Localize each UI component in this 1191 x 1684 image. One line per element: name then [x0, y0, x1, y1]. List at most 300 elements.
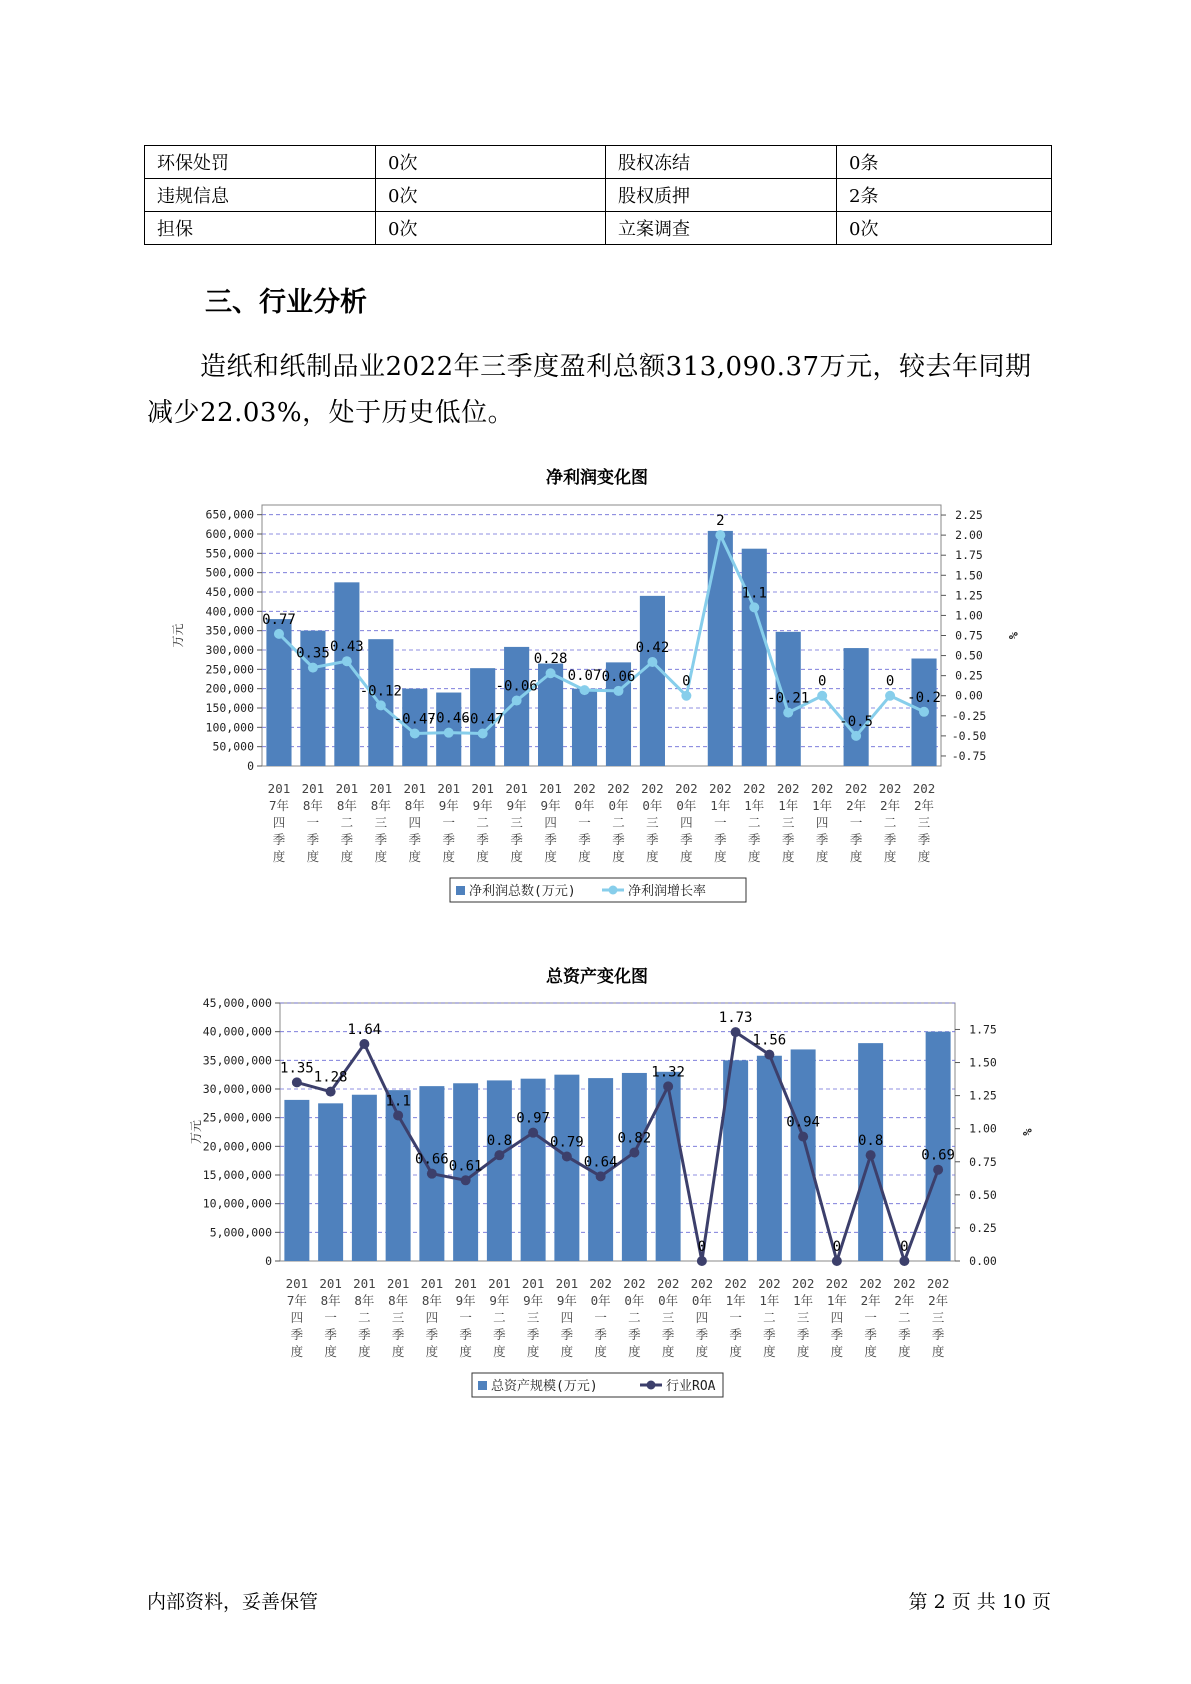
x-tick-label: 度	[594, 1344, 607, 1359]
x-tick-label: 度	[695, 1344, 709, 1359]
x-tick-label: 202	[675, 781, 698, 796]
x-tick-label: 四	[272, 815, 286, 830]
y2-tick-label: 0.75	[969, 1154, 997, 1169]
x-tick-label: 201	[454, 1276, 477, 1291]
line-point	[342, 656, 352, 666]
x-tick-label: 季	[340, 832, 354, 847]
bar	[554, 1075, 579, 1261]
data-label: 0.35	[296, 645, 330, 662]
x-tick-label: 202	[758, 1276, 781, 1291]
x-tick-label: 四	[680, 815, 693, 830]
legend	[450, 878, 746, 902]
x-tick-label: 度	[374, 849, 388, 864]
line-point	[731, 1027, 741, 1037]
x-tick-label: 一	[578, 815, 591, 830]
y-tick-label: 200,000	[205, 681, 254, 696]
table-cell-value: 0条	[837, 146, 1052, 179]
x-tick-label: 季	[374, 832, 388, 847]
x-tick-label: 度	[796, 1344, 810, 1359]
bar	[521, 1079, 546, 1261]
x-tick-label: 202	[724, 1276, 747, 1291]
y-axis-title: 万元	[171, 623, 185, 648]
x-tick-label: 度	[408, 849, 422, 864]
data-label: 0.94	[786, 1114, 820, 1131]
y-tick-label: 50,000	[212, 739, 254, 754]
data-label: 0.97	[516, 1110, 550, 1127]
x-tick-label: 2年	[846, 798, 867, 813]
line-point	[764, 1050, 774, 1060]
chart-title-net-profit: 净利润变化图	[546, 468, 648, 488]
legend-label: 净利润增长率	[628, 884, 707, 899]
x-tick-label: 季	[425, 1327, 439, 1342]
data-label: -0.47	[393, 711, 436, 728]
y2-tick-label: 1.75	[969, 1022, 997, 1037]
data-label: 0.8	[857, 1133, 884, 1150]
x-tick-label: 0年	[676, 798, 697, 813]
x-tick-label: 季	[781, 832, 795, 847]
line-point	[444, 728, 454, 738]
x-tick-label: 三	[661, 1310, 675, 1325]
line-point	[866, 1150, 876, 1160]
bar	[656, 1072, 681, 1261]
x-tick-label: 8年	[336, 798, 357, 813]
x-tick-label: 度	[560, 1344, 574, 1359]
x-tick-label: 度	[391, 1344, 405, 1359]
x-tick-label: 1年	[744, 798, 765, 813]
x-tick-label: 季	[714, 832, 727, 847]
line-point	[798, 1132, 808, 1142]
line-point	[899, 1256, 909, 1266]
x-tick-label: 一	[714, 815, 727, 830]
table-row	[145, 179, 1052, 212]
bar	[622, 1073, 647, 1261]
table-cell-label: 违规信息	[145, 179, 376, 212]
x-tick-label: 1年	[826, 1293, 847, 1308]
x-tick-label: 度	[578, 849, 591, 864]
bar	[504, 647, 529, 766]
bar	[926, 1032, 951, 1261]
y-tick-label: 300,000	[205, 643, 254, 657]
data-label: 1.64	[347, 1022, 382, 1039]
y2-tick-label: 1.00	[955, 608, 983, 623]
y2-tick-label: 0.75	[955, 628, 983, 643]
y-tick-label: 10,000,000	[202, 1196, 272, 1211]
x-tick-label: 季	[931, 1327, 945, 1342]
bar	[708, 531, 733, 766]
y2-tick-label: 1.75	[955, 548, 983, 563]
y2-tick-label: 0.25	[969, 1220, 997, 1235]
line-point	[308, 663, 318, 673]
y-tick-label: 30,000,000	[202, 1082, 272, 1096]
x-tick-label: 202	[791, 1276, 815, 1291]
x-tick-label: 度	[306, 849, 320, 864]
legend-label: 净利润总数(万元)	[469, 884, 576, 899]
data-label: 0.77	[262, 611, 296, 628]
table-cell-value: 0次	[376, 179, 606, 212]
x-tick-label: 季	[680, 832, 693, 847]
x-tick-label: 202	[607, 781, 630, 796]
table-row	[145, 146, 1052, 179]
data-label: 0.66	[415, 1151, 449, 1168]
data-label: 0.06	[601, 668, 636, 685]
line-point	[376, 700, 386, 710]
x-tick-label: 季	[729, 1327, 742, 1342]
x-tick-label: 季	[628, 1327, 641, 1342]
x-tick-label: 9年	[438, 798, 459, 813]
x-tick-label: 201	[420, 1276, 444, 1291]
x-tick-label: 季	[408, 832, 422, 847]
x-tick-label: 季	[695, 1327, 709, 1342]
line-point	[647, 657, 657, 667]
x-tick-label: 度	[340, 849, 354, 864]
y-tick-label: 400,000	[205, 604, 254, 619]
x-tick-label: 二	[493, 1310, 506, 1325]
x-tick-label: 季	[917, 832, 931, 847]
table-cell-value: 2条	[837, 179, 1052, 212]
x-tick-label: 三	[796, 1310, 810, 1325]
table-cell-label: 股权质押	[606, 179, 837, 212]
x-tick-label: 度	[493, 1344, 506, 1359]
y-tick-label: 650,000	[205, 507, 254, 522]
x-tick-label: 201	[505, 781, 528, 796]
x-tick-label: 201	[267, 781, 291, 796]
x-tick-label: 度	[272, 849, 286, 864]
y2-tick-label: 1.25	[955, 588, 983, 603]
data-label: 1.35	[280, 1060, 314, 1077]
x-tick-label: 季	[796, 1327, 810, 1342]
table-cell-label: 股权冻结	[606, 146, 837, 179]
x-tick-label: 1年	[793, 1293, 814, 1308]
line-point	[933, 1165, 943, 1175]
data-label: 0	[885, 673, 895, 690]
x-tick-label: 二	[763, 1310, 776, 1325]
y-tick-label: 100,000	[205, 720, 254, 735]
line-point	[629, 1148, 639, 1158]
x-tick-label: 季	[612, 832, 625, 847]
x-tick-label: 度	[917, 849, 931, 864]
x-tick-label: 7年	[268, 798, 289, 813]
y-tick-label: 500,000	[205, 565, 254, 580]
y2-tick-label: 0.50	[955, 648, 983, 663]
x-tick-label: 季	[290, 1327, 304, 1342]
y2-axis-title: %	[1006, 631, 1020, 640]
x-tick-label: 二	[883, 815, 897, 830]
legend-swatch-point	[609, 886, 618, 895]
x-tick-label: 度	[612, 849, 625, 864]
x-tick-label: 四	[560, 1310, 574, 1325]
x-tick-label: 季	[272, 832, 286, 847]
data-label: 0.64	[583, 1154, 618, 1171]
line-point	[393, 1110, 403, 1120]
x-tick-label: 9年	[455, 1293, 476, 1308]
x-tick-label: 201	[353, 1276, 376, 1291]
line-point	[715, 530, 725, 540]
x-tick-label: 季	[763, 1327, 776, 1342]
x-tick-label: 度	[748, 849, 761, 864]
x-tick-label: 度	[459, 1344, 472, 1359]
line-point	[359, 1039, 369, 1049]
x-tick-label: 季	[459, 1327, 472, 1342]
line-point	[832, 1256, 842, 1266]
x-tick-label: 季	[510, 832, 523, 847]
x-tick-label: 202	[926, 1276, 950, 1291]
bar	[791, 1049, 816, 1261]
y-tick-label: 15,000,000	[202, 1168, 272, 1182]
x-tick-label: 度	[763, 1344, 776, 1359]
x-tick-label: 度	[442, 849, 455, 864]
x-tick-label: 202	[589, 1276, 612, 1291]
line-point	[494, 1150, 504, 1160]
y2-tick-label: 1.50	[955, 568, 983, 583]
data-label: 0	[697, 1239, 707, 1255]
x-tick-label: 季	[578, 832, 591, 847]
x-tick-label: 度	[510, 849, 523, 864]
line-point	[461, 1175, 471, 1185]
x-tick-label: 0年	[624, 1293, 645, 1308]
line-point	[681, 691, 691, 701]
x-tick-label: 7年	[286, 1293, 307, 1308]
x-tick-label: 二	[628, 1310, 641, 1325]
x-tick-label: 202	[656, 1276, 680, 1291]
x-tick-label: 三	[391, 1310, 405, 1325]
y-axis-title: 万元	[189, 1119, 203, 1145]
line-point	[851, 731, 861, 741]
bar	[640, 596, 665, 766]
x-tick-label: 201	[555, 1276, 579, 1291]
data-label: 0	[682, 673, 691, 690]
total-assets-chart	[0, 995, 1191, 1410]
x-tick-label: 度	[883, 849, 897, 864]
risk-info-table	[144, 145, 1052, 245]
data-label: -0.21	[767, 690, 810, 707]
x-tick-label: 1年	[725, 1293, 746, 1308]
line-point	[919, 707, 929, 717]
legend-swatch-bar	[478, 1381, 487, 1390]
x-tick-label: 2年	[894, 1293, 915, 1308]
y2-tick-label: 0.00	[969, 1254, 997, 1268]
x-tick-label: 季	[544, 832, 557, 847]
x-tick-label: 度	[815, 849, 829, 864]
x-tick-label: 三	[510, 815, 523, 830]
x-tick-label: 度	[358, 1344, 371, 1359]
x-tick-label: 0年	[691, 1293, 712, 1308]
x-tick-label: 201	[437, 781, 461, 796]
x-tick-label: 0年	[658, 1293, 679, 1308]
x-tick-label: 202	[825, 1276, 849, 1291]
x-tick-label: 四	[425, 1310, 439, 1325]
line-point	[427, 1169, 437, 1179]
x-tick-label: 度	[526, 1344, 540, 1359]
data-label: 0	[832, 1239, 842, 1255]
y2-tick-label: 1.00	[969, 1121, 997, 1136]
x-tick-label: 四	[544, 815, 557, 830]
x-tick-label: 202	[844, 781, 868, 796]
x-tick-label: 202	[742, 781, 766, 796]
table-cell-value: 0次	[376, 146, 606, 179]
line-point	[613, 686, 623, 696]
x-tick-label: 四	[290, 1310, 304, 1325]
x-tick-label: 三	[646, 815, 659, 830]
x-tick-label: 四	[695, 1310, 709, 1325]
x-tick-label: 四	[408, 815, 422, 830]
x-tick-label: 201	[285, 1276, 309, 1291]
x-tick-label: 201	[521, 1276, 545, 1291]
data-label: 0.82	[617, 1130, 652, 1147]
y-tick-label: 550,000	[205, 546, 254, 561]
x-tick-label: 201	[471, 781, 494, 796]
data-label: 0.42	[635, 640, 670, 657]
x-tick-label: 201	[369, 781, 393, 796]
x-tick-label: 202	[573, 781, 596, 796]
line-point	[274, 629, 284, 639]
x-tick-label: 201	[301, 781, 325, 796]
x-tick-label: 9年	[489, 1293, 510, 1308]
x-tick-label: 二	[748, 815, 761, 830]
x-tick-label: 二	[612, 815, 625, 830]
x-tick-label: 2年	[880, 798, 901, 813]
x-tick-label: 三	[374, 815, 388, 830]
x-tick-label: 三	[526, 1310, 540, 1325]
line-point	[663, 1081, 673, 1091]
x-tick-label: 度	[781, 849, 795, 864]
x-tick-label: 季	[646, 832, 659, 847]
bar	[487, 1080, 512, 1261]
x-tick-label: 8年	[388, 1293, 409, 1308]
x-tick-label: 201	[386, 1276, 410, 1291]
x-tick-label: 一	[864, 1310, 877, 1325]
section-title: 三、行业分析	[205, 287, 367, 318]
x-tick-label: 8年	[421, 1293, 442, 1308]
x-tick-label: 202	[859, 1276, 882, 1291]
analysis-paragraph: 造纸和纸制品业2022年三季度盈利总额313,090.37万元，较去年同期减少22.03%，处于历史低位。	[147, 352, 1032, 428]
data-label: -0.47	[461, 711, 504, 728]
x-tick-label: 0年	[642, 798, 663, 813]
y-tick-label: 25,000,000	[202, 1110, 272, 1125]
legend	[472, 1373, 723, 1397]
x-tick-label: 四	[815, 815, 829, 830]
y2-tick-label: 2.00	[955, 528, 983, 543]
x-tick-label: 二	[340, 815, 354, 830]
table-cell-value: 0次	[376, 212, 606, 245]
footer-confidential-note: 内部资料，妥善保管	[147, 1591, 319, 1613]
x-tick-label: 季	[748, 832, 761, 847]
x-tick-label: 2年	[860, 1293, 881, 1308]
y2-tick-label: 1.50	[969, 1055, 997, 1070]
x-tick-label: 三	[917, 815, 931, 830]
x-tick-label: 202	[690, 1276, 714, 1291]
table-row	[145, 212, 1052, 245]
x-tick-label: 1年	[778, 798, 799, 813]
x-tick-label: 一	[729, 1310, 742, 1325]
x-tick-label: 0年	[590, 1293, 611, 1308]
x-tick-label: 2年	[928, 1293, 949, 1308]
x-tick-label: 季	[391, 1327, 405, 1342]
line-point	[580, 685, 590, 695]
x-tick-label: 度	[729, 1344, 742, 1359]
x-tick-label: 202	[623, 1276, 646, 1291]
x-tick-label: 二	[358, 1310, 371, 1325]
y2-tick-label: 0.00	[955, 688, 983, 703]
data-label: 1.56	[752, 1032, 787, 1049]
data-label: 0.79	[550, 1134, 584, 1151]
x-tick-label: 季	[830, 1327, 844, 1342]
y2-axis-title: %	[1020, 1128, 1034, 1136]
footer-page-number: 第 2 页 共 10 页	[908, 1591, 1051, 1613]
table-cell-label: 立案调查	[606, 212, 837, 245]
x-tick-label: 季	[815, 832, 829, 847]
legend-swatch-bar	[456, 886, 465, 895]
y-tick-label: 40,000,000	[202, 1024, 272, 1039]
x-tick-label: 8年	[370, 798, 391, 813]
y2-tick-label: 1.25	[969, 1088, 997, 1103]
data-label: 0	[900, 1239, 909, 1255]
data-label: 0.28	[533, 651, 568, 668]
line-point	[512, 696, 522, 706]
bar	[844, 648, 869, 766]
y-tick-label: 0	[247, 759, 254, 773]
bar	[742, 549, 767, 766]
y-tick-label: 45,000,000	[202, 996, 272, 1010]
y-tick-label: 250,000	[205, 662, 254, 677]
x-tick-label: 1年	[710, 798, 731, 813]
x-tick-label: 202	[810, 781, 834, 796]
x-tick-label: 度	[628, 1344, 641, 1359]
x-tick-label: 季	[476, 832, 489, 847]
x-tick-label: 度	[849, 849, 863, 864]
x-tick-label: 度	[864, 1344, 877, 1359]
x-tick-label: 一	[849, 815, 863, 830]
bar	[284, 1100, 309, 1261]
line-point	[562, 1151, 572, 1161]
y2-tick-label: -0.75	[951, 748, 987, 763]
x-tick-label: 9年	[506, 798, 527, 813]
table-cell-value: 0次	[837, 212, 1052, 245]
x-tick-label: 2年	[914, 798, 935, 813]
data-label: 0.8	[486, 1133, 513, 1150]
line-point	[528, 1128, 538, 1138]
x-tick-label: 季	[306, 832, 320, 847]
x-tick-label: 季	[849, 832, 863, 847]
x-tick-label: 一	[324, 1310, 337, 1325]
y-tick-label: 0	[265, 1254, 272, 1268]
x-tick-label: 三	[931, 1310, 945, 1325]
x-tick-label: 一	[459, 1310, 472, 1325]
x-tick-label: 度	[476, 849, 489, 864]
x-tick-label: 度	[544, 849, 557, 864]
x-tick-label: 8年	[404, 798, 425, 813]
x-tick-label: 季	[526, 1327, 540, 1342]
x-tick-label: 202	[893, 1276, 916, 1291]
x-tick-label: 度	[931, 1344, 945, 1359]
legend-label: 总资产规模(万元)	[491, 1379, 598, 1394]
data-label: 0.69	[921, 1147, 955, 1164]
y-tick-label: 450,000	[205, 585, 254, 599]
x-tick-label: 201	[403, 781, 427, 796]
line-point	[697, 1256, 707, 1266]
data-label: 0	[817, 673, 827, 690]
x-tick-label: 季	[493, 1327, 506, 1342]
x-tick-label: 202	[776, 781, 800, 796]
line-point	[410, 728, 420, 738]
y-tick-label: 350,000	[205, 623, 254, 638]
data-label: 2	[716, 513, 725, 530]
table-cell-label: 环保处罚	[145, 146, 376, 179]
y2-tick-label: 0.25	[955, 668, 983, 683]
x-tick-label: 季	[883, 832, 897, 847]
x-tick-label: 季	[864, 1327, 877, 1342]
x-tick-label: 一	[442, 815, 455, 830]
data-label: -0.5	[839, 713, 873, 730]
